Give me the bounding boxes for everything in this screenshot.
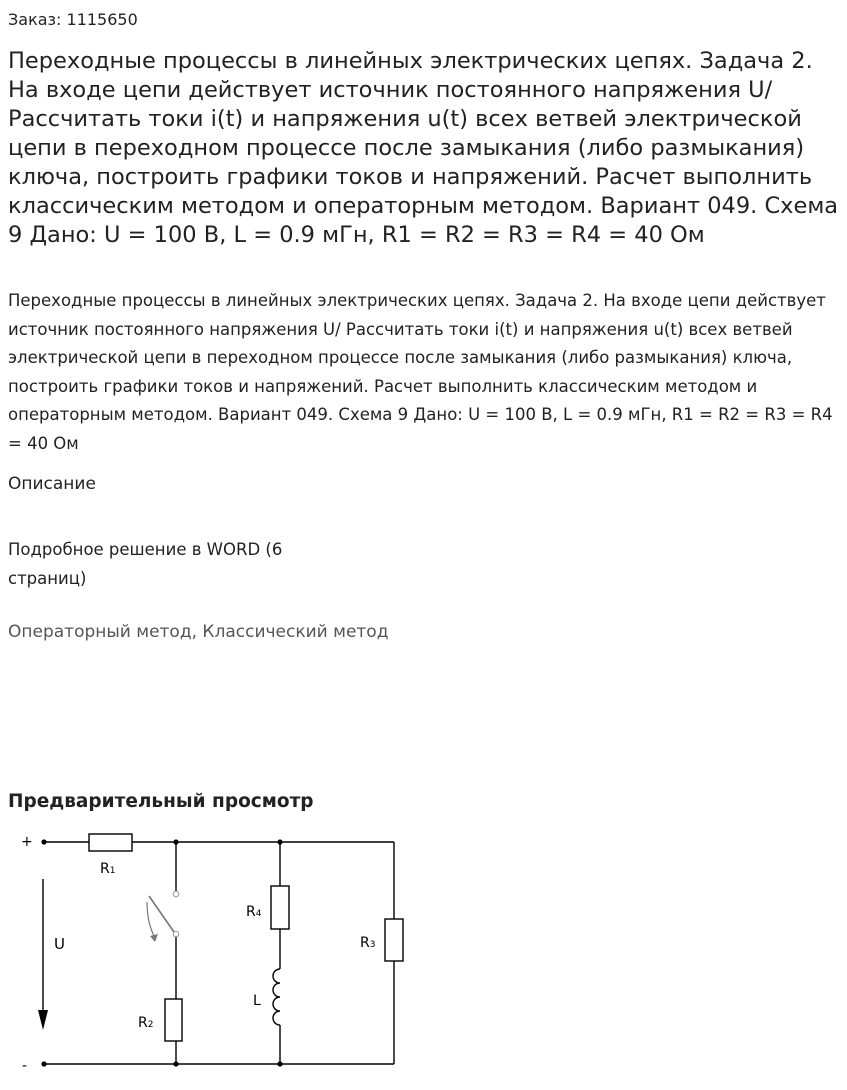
terminal-plus: + <box>21 834 33 850</box>
tag-list <box>8 622 388 642</box>
label-r1: R1 <box>100 861 116 877</box>
tag-separator: , <box>191 622 203 642</box>
label-r2: R2 <box>138 1015 154 1031</box>
label-r3: R3 <box>360 935 376 951</box>
description-text: Подробное решение в WORD (6 страниц) <box>8 540 283 588</box>
circuit-schematic <box>0 820 420 1090</box>
circuit-nodes <box>41 839 282 1066</box>
tag-classical-method[interactable]: Классический метод <box>202 622 389 642</box>
order-number: Заказ: 1115650 <box>8 10 138 29</box>
resistor-r1 <box>89 834 132 851</box>
label-u: U <box>54 935 65 953</box>
resistor-r3 <box>385 919 403 961</box>
circuit-wires <box>44 842 394 1064</box>
description-heading: Описание <box>8 474 96 494</box>
task-summary: Переходные процессы в линейных электрических цепях. Задача 2. На входе цепи действует источник постоянного напряжения U/ Рассчитать токи i(t) и напряжения u(t) всех ветвей электрической цепи в переходном процессе после замыкания (либо размыкания) ключа, построить графики токов и напряжений. Расчет выполнить классическим методом и операторным методом. Вариант 049. Схема 9 Дано: U = 100 В, L = 0.9 мГн, R1 = R2 = R3 = R4 = 40 Ом <box>8 291 833 453</box>
terminal-minus: - <box>22 1058 28 1074</box>
source-voltage-arrow <box>38 879 48 1030</box>
label-l: L <box>253 993 261 1009</box>
switch-key <box>147 891 179 942</box>
resistor-r2 <box>165 999 182 1041</box>
resistor-r4 <box>271 886 289 929</box>
tag-operator-method[interactable]: Операторный метод <box>8 622 192 642</box>
preview-heading: Предварительный просмотр <box>8 791 314 812</box>
page-title: Переходные процессы в линейных электрических цепях. Задача 2. На входе цепи действует источник постоянного напряжения U/ Рассчитать токи i(t) и напряжения u(t) всех ветвей электрической цепи в переходном процессе после замыкания (либо размыкания) ключа, построить графики токов и напряжений. Расчет выполнить классическим методом и операторным методом. Вариант 049. Схема 9 Дано: U = 100 В, L = 0.9 мГн, R1 = R2 = R3 = R4 = 40 Ом <box>8 48 839 248</box>
inductor-l <box>273 969 280 1025</box>
label-r4: R4 <box>246 904 262 920</box>
